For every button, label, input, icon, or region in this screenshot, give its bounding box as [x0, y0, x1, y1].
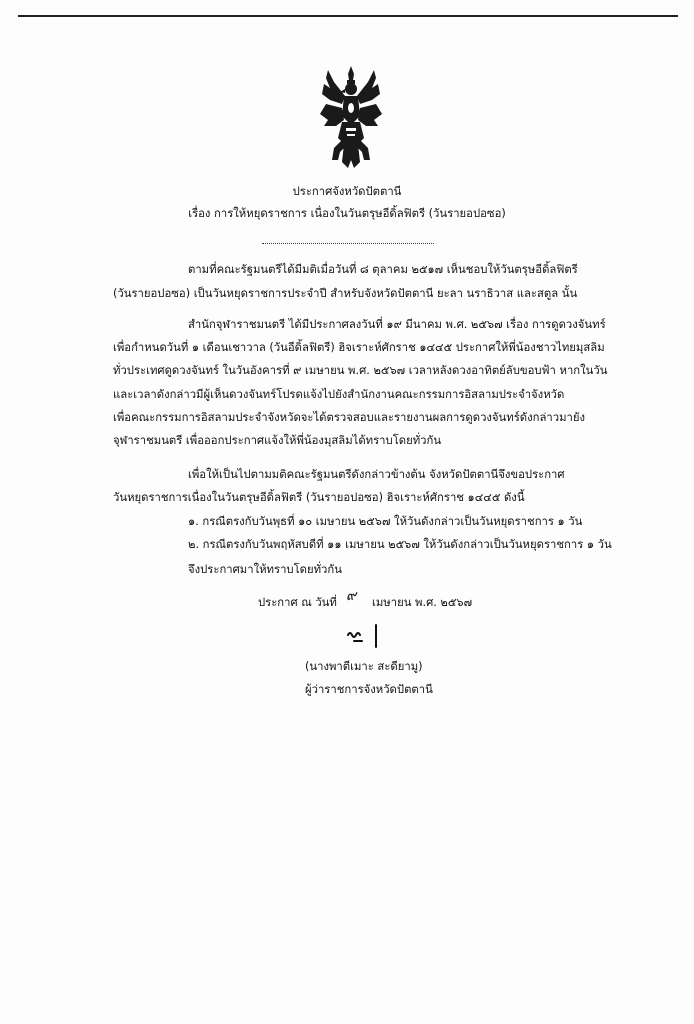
paragraph-3-line-1: เพื่อให้เป็นไปตามมติคณะรัฐมนตรีดังกล่าวข้างต้น จังหวัดปัตตานีจึงขอประกาศ: [188, 468, 565, 481]
paragraph-1-line-2: (วันรายอปอซอ) เป็นวันหยุดราชการประจำปี สำหรับจังหวัดปัตตานี ยะลา นราธิวาส และสตูล นั้น: [113, 287, 578, 300]
holiday-item-2: ๒. กรณีตรงกับวันพฤหัสบดีที่ ๑๑ เมษายน ๒๕๖๗ ให้วันดังกล่าวเป็นวันหยุดราชการ ๑ วัน: [188, 538, 612, 551]
announcement-title: ประกาศจังหวัดปัตตานี: [292, 185, 402, 198]
handwritten-signature: [334, 623, 394, 649]
holiday-item-1: ๑. กรณีตรงกับวันพุธที่ ๑๐ เมษายน ๒๕๖๗ ให้วันดังกล่าวเป็นวันหยุดราชการ ๑ วัน: [188, 515, 583, 528]
paragraph-2-line-1: สำนักจุฬาราชมนตรี ได้มีประกาศลงวันที่ ๑๙ มีนาคม พ.ศ. ๒๕๖๗ เรื่อง การดูดวงจันทร์: [188, 318, 606, 331]
announcement-day-handwritten: ๙: [346, 588, 357, 604]
signatory-name: (นางพาตีเมาะ สะดียามู): [305, 660, 423, 673]
paragraph-2-line-5: เพื่อคณะกรรมการอิสลามประจำจังหวัดจะได้ตรวจสอบและรายงานผลการดูดวงจันทร์ดังกล่าวมายัง: [113, 411, 586, 424]
top-border-line: [18, 15, 678, 17]
announcement-date-prefix: ประกาศ ณ วันที่: [258, 596, 337, 609]
garuda-emblem-icon: [318, 64, 384, 170]
paragraph-2-line-6: จุฬาราชมนตรี เพื่อออกประกาศแจ้งให้พี่น้องมุสลิมได้ทราบโดยทั่วกัน: [113, 434, 442, 447]
paragraph-2-line-3: ทั่วประเทศดูดวงจันทร์ ในวันอังคารที่ ๙ เมษายน พ.ศ. ๒๕๖๗ เวลาหลังดวงอาทิตย์ลับขอบฟ้า หากในวัน: [113, 364, 608, 377]
closing-statement: จึงประกาศมาให้ทราบโดยทั่วกัน: [188, 563, 342, 576]
signatory-position: ผู้ว่าราชการจังหวัดปัตตานี: [305, 683, 433, 696]
separator-dotted-line: [262, 243, 434, 244]
paragraph-1-line-1: ตามที่คณะรัฐมนตรีได้มีมติเมื่อวันที่ ๘ ตุลาคม ๒๕๑๗ เห็นชอบให้วันตรุษอีดิ้ลฟิตรี: [188, 263, 578, 276]
paragraph-2-line-2: เพื่อกำหนดวันที่ ๑ เดือนเชาวาล (วันอีดิ้ลฟิตรี) ฮิจเราะห์ศักราช ๑๔๔๕ ประกาศให้พี่น้องชาวไทยมุสลิม: [113, 341, 605, 354]
announcement-subject: เรื่อง การให้หยุดราชการ เนื่องในวันตรุษอีดิ้ลฟิตรี (วันรายอปอซอ): [188, 207, 506, 220]
paragraph-3-line-2: วันหยุดราชการเนื่องในวันตรุษอีดิ้ลฟิตรี (วันรายอปอซอ) ฮิจเราะห์ศักราช ๑๔๔๕ ดังนี้: [113, 491, 525, 504]
paragraph-2-line-4: และเวลาดังกล่าวมีผู้เห็นดวงจันทร์โปรดแจ้งไปยังสำนักงานคณะกรรมการอิสลามประจำจังหวัด: [113, 388, 565, 401]
announcement-date-suffix: เมษายน พ.ศ. ๒๕๖๗: [372, 596, 473, 609]
